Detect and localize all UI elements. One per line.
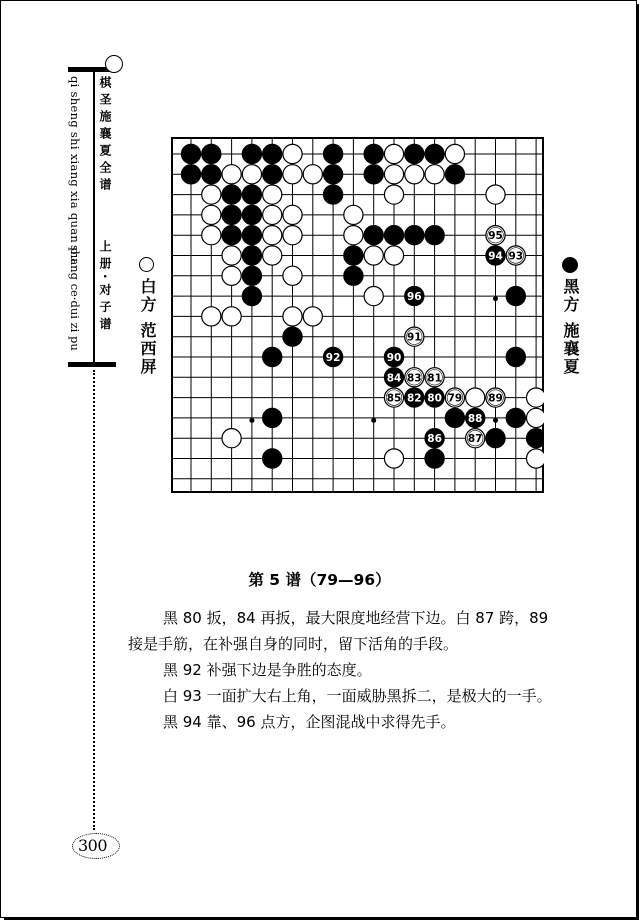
- black-stone: [222, 226, 241, 245]
- star-point: [493, 296, 498, 301]
- white-stone: [263, 185, 282, 204]
- black-stone: [283, 327, 302, 346]
- white-stone: [425, 368, 444, 387]
- move-number-label: 94: [488, 250, 503, 263]
- white-player-stone-icon: [139, 257, 154, 272]
- black-stone: [384, 347, 403, 366]
- white-stone: [486, 226, 505, 245]
- white-stone: [222, 165, 241, 184]
- white-stone: [283, 226, 302, 245]
- white-stone: [263, 226, 282, 245]
- diagram-caption: 第 5 谱（79—96）: [248, 571, 391, 589]
- black-player-stone-icon: [562, 257, 578, 273]
- black-stone: [506, 408, 525, 427]
- white-stone: [202, 185, 221, 204]
- move-number-label: 85: [386, 392, 402, 405]
- white-stone: [384, 449, 403, 468]
- white-stone: [384, 185, 403, 204]
- black-stone: [425, 388, 444, 407]
- white-stone: [405, 368, 424, 387]
- white-stone: [466, 429, 485, 448]
- move-number-label: 87: [467, 433, 483, 446]
- spine-circle-ornament: [105, 55, 123, 73]
- book-title: 棋圣施襄夏全谱: [98, 76, 112, 195]
- move-number-label: 79: [447, 392, 463, 405]
- black-stone: [324, 165, 343, 184]
- move-number-label: 93: [508, 250, 524, 263]
- black-stone: [527, 429, 545, 448]
- white-stone: [263, 246, 282, 265]
- spine-dotted-line: [93, 370, 95, 830]
- white-stone: [445, 144, 464, 163]
- black-stone: [466, 408, 485, 427]
- spine-divider: [93, 72, 95, 364]
- book-title-pinyin: qi sheng shi xiang xia quan pu: [68, 76, 82, 263]
- white-stone: [486, 388, 505, 407]
- black-stone: [506, 287, 525, 306]
- volume-title: 上册·对子谱: [98, 240, 112, 335]
- commentary-line-3: 黑 92 补强下边是争胜的态度。: [163, 661, 372, 679]
- commentary-line-2: 接是手筋，在补强自身的同时，留下活角的手段。: [128, 635, 459, 653]
- move-number-label: 96: [406, 291, 422, 304]
- volume-title-pinyin: shang ce·dui zi pu: [68, 245, 82, 351]
- star-point: [371, 418, 376, 423]
- go-board: [171, 137, 544, 493]
- white-stone: [202, 307, 221, 326]
- white-stone: [405, 165, 424, 184]
- black-stone: [263, 347, 282, 366]
- black-stone: [364, 144, 383, 163]
- black-stone: [263, 408, 282, 427]
- white-stone: [527, 449, 545, 468]
- go-board-diagram: [171, 137, 544, 493]
- black-stone: [202, 144, 221, 163]
- white-stone: [303, 165, 322, 184]
- move-number-label: 88: [467, 412, 483, 425]
- white-stone: [486, 185, 505, 204]
- black-stone: [445, 165, 464, 184]
- white-stone: [405, 327, 424, 346]
- white-stone: [384, 144, 403, 163]
- move-number-label: 83: [406, 372, 422, 385]
- white-stone: [222, 246, 241, 265]
- black-stone: [181, 144, 200, 163]
- white-stone: [283, 165, 302, 184]
- white-stone: [364, 287, 383, 306]
- white-stone: [527, 388, 545, 407]
- white-stone: [344, 205, 363, 224]
- black-stone: [425, 226, 444, 245]
- black-stone: [405, 144, 424, 163]
- black-stone: [242, 185, 261, 204]
- commentary-line-1: 黑 80 扳，84 再扳，最大限度地经营下边。白 87 跨，89: [163, 609, 549, 627]
- spine-bottom-bar: [68, 362, 116, 367]
- white-stone: [364, 246, 383, 265]
- white-stone: [344, 226, 363, 245]
- move-number-label: 91: [406, 331, 422, 344]
- black-stone: [242, 287, 261, 306]
- move-number-label: 86: [427, 433, 442, 446]
- black-stone: [405, 287, 424, 306]
- white-stone: [202, 205, 221, 224]
- black-stone: [242, 266, 261, 285]
- white-player-name: 范西屏: [138, 322, 157, 376]
- white-stone: [202, 226, 221, 245]
- black-stone: [405, 388, 424, 407]
- black-stone: [384, 226, 403, 245]
- black-stone: [486, 429, 505, 448]
- black-stone: [202, 165, 221, 184]
- black-stone: [344, 246, 363, 265]
- commentary-line-5: 黑 94 靠、96 点方，企图混战中求得先手。: [163, 713, 456, 731]
- black-player-name: 施襄夏: [561, 322, 580, 376]
- white-stone: [222, 266, 241, 285]
- black-stone: [263, 144, 282, 163]
- black-stone: [242, 226, 261, 245]
- white-stone: [303, 307, 322, 326]
- black-stone: [242, 144, 261, 163]
- black-stone: [445, 408, 464, 427]
- black-stone: [181, 165, 200, 184]
- commentary-line-4: 白 93 一面扩大右上角，一面威胁黑拆二，是极大的一手。: [163, 687, 552, 705]
- white-stone: [425, 165, 444, 184]
- white-stone: [506, 246, 525, 265]
- black-stone: [425, 144, 444, 163]
- star-point: [493, 418, 498, 423]
- black-stone: [324, 185, 343, 204]
- black-stone: [405, 226, 424, 245]
- move-number-label: 82: [406, 392, 422, 405]
- page-number: 300: [78, 836, 108, 855]
- white-stone: [527, 408, 545, 427]
- move-number-label: 81: [427, 372, 442, 385]
- move-number-label: 90: [386, 352, 402, 364]
- move-number-label: 95: [488, 230, 503, 243]
- black-stone: [364, 226, 383, 245]
- black-stone: [324, 144, 343, 163]
- white-stone: [445, 388, 464, 407]
- white-player-side: 白方: [138, 278, 157, 314]
- white-stone: [263, 205, 282, 224]
- black-stone: [506, 347, 525, 366]
- black-stone: [263, 449, 282, 468]
- white-stone: [384, 388, 403, 407]
- move-number-label: 84: [386, 372, 402, 385]
- black-stone: [242, 246, 261, 265]
- white-stone: [384, 165, 403, 184]
- black-stone: [222, 205, 241, 224]
- black-stone: [425, 429, 444, 448]
- white-stone: [222, 429, 241, 448]
- move-number-label: 92: [325, 352, 341, 364]
- white-stone: [283, 266, 302, 285]
- black-stone: [384, 368, 403, 387]
- white-stone: [283, 307, 302, 326]
- white-stone: [384, 246, 403, 265]
- black-stone: [263, 165, 282, 184]
- white-stone: [283, 144, 302, 163]
- white-stone: [466, 388, 485, 407]
- white-stone: [222, 307, 241, 326]
- black-stone: [324, 347, 343, 366]
- star-point: [249, 418, 254, 423]
- black-stone: [364, 165, 383, 184]
- black-stone: [222, 185, 241, 204]
- move-number-label: 89: [488, 392, 503, 405]
- move-number-label: 80: [427, 392, 442, 405]
- black-stone: [344, 266, 363, 285]
- black-stone: [242, 205, 261, 224]
- black-stone: [486, 246, 505, 265]
- white-stone: [283, 205, 302, 224]
- white-stone: [242, 165, 261, 184]
- black-player-side: 黑方: [561, 278, 580, 314]
- black-stone: [425, 449, 444, 468]
